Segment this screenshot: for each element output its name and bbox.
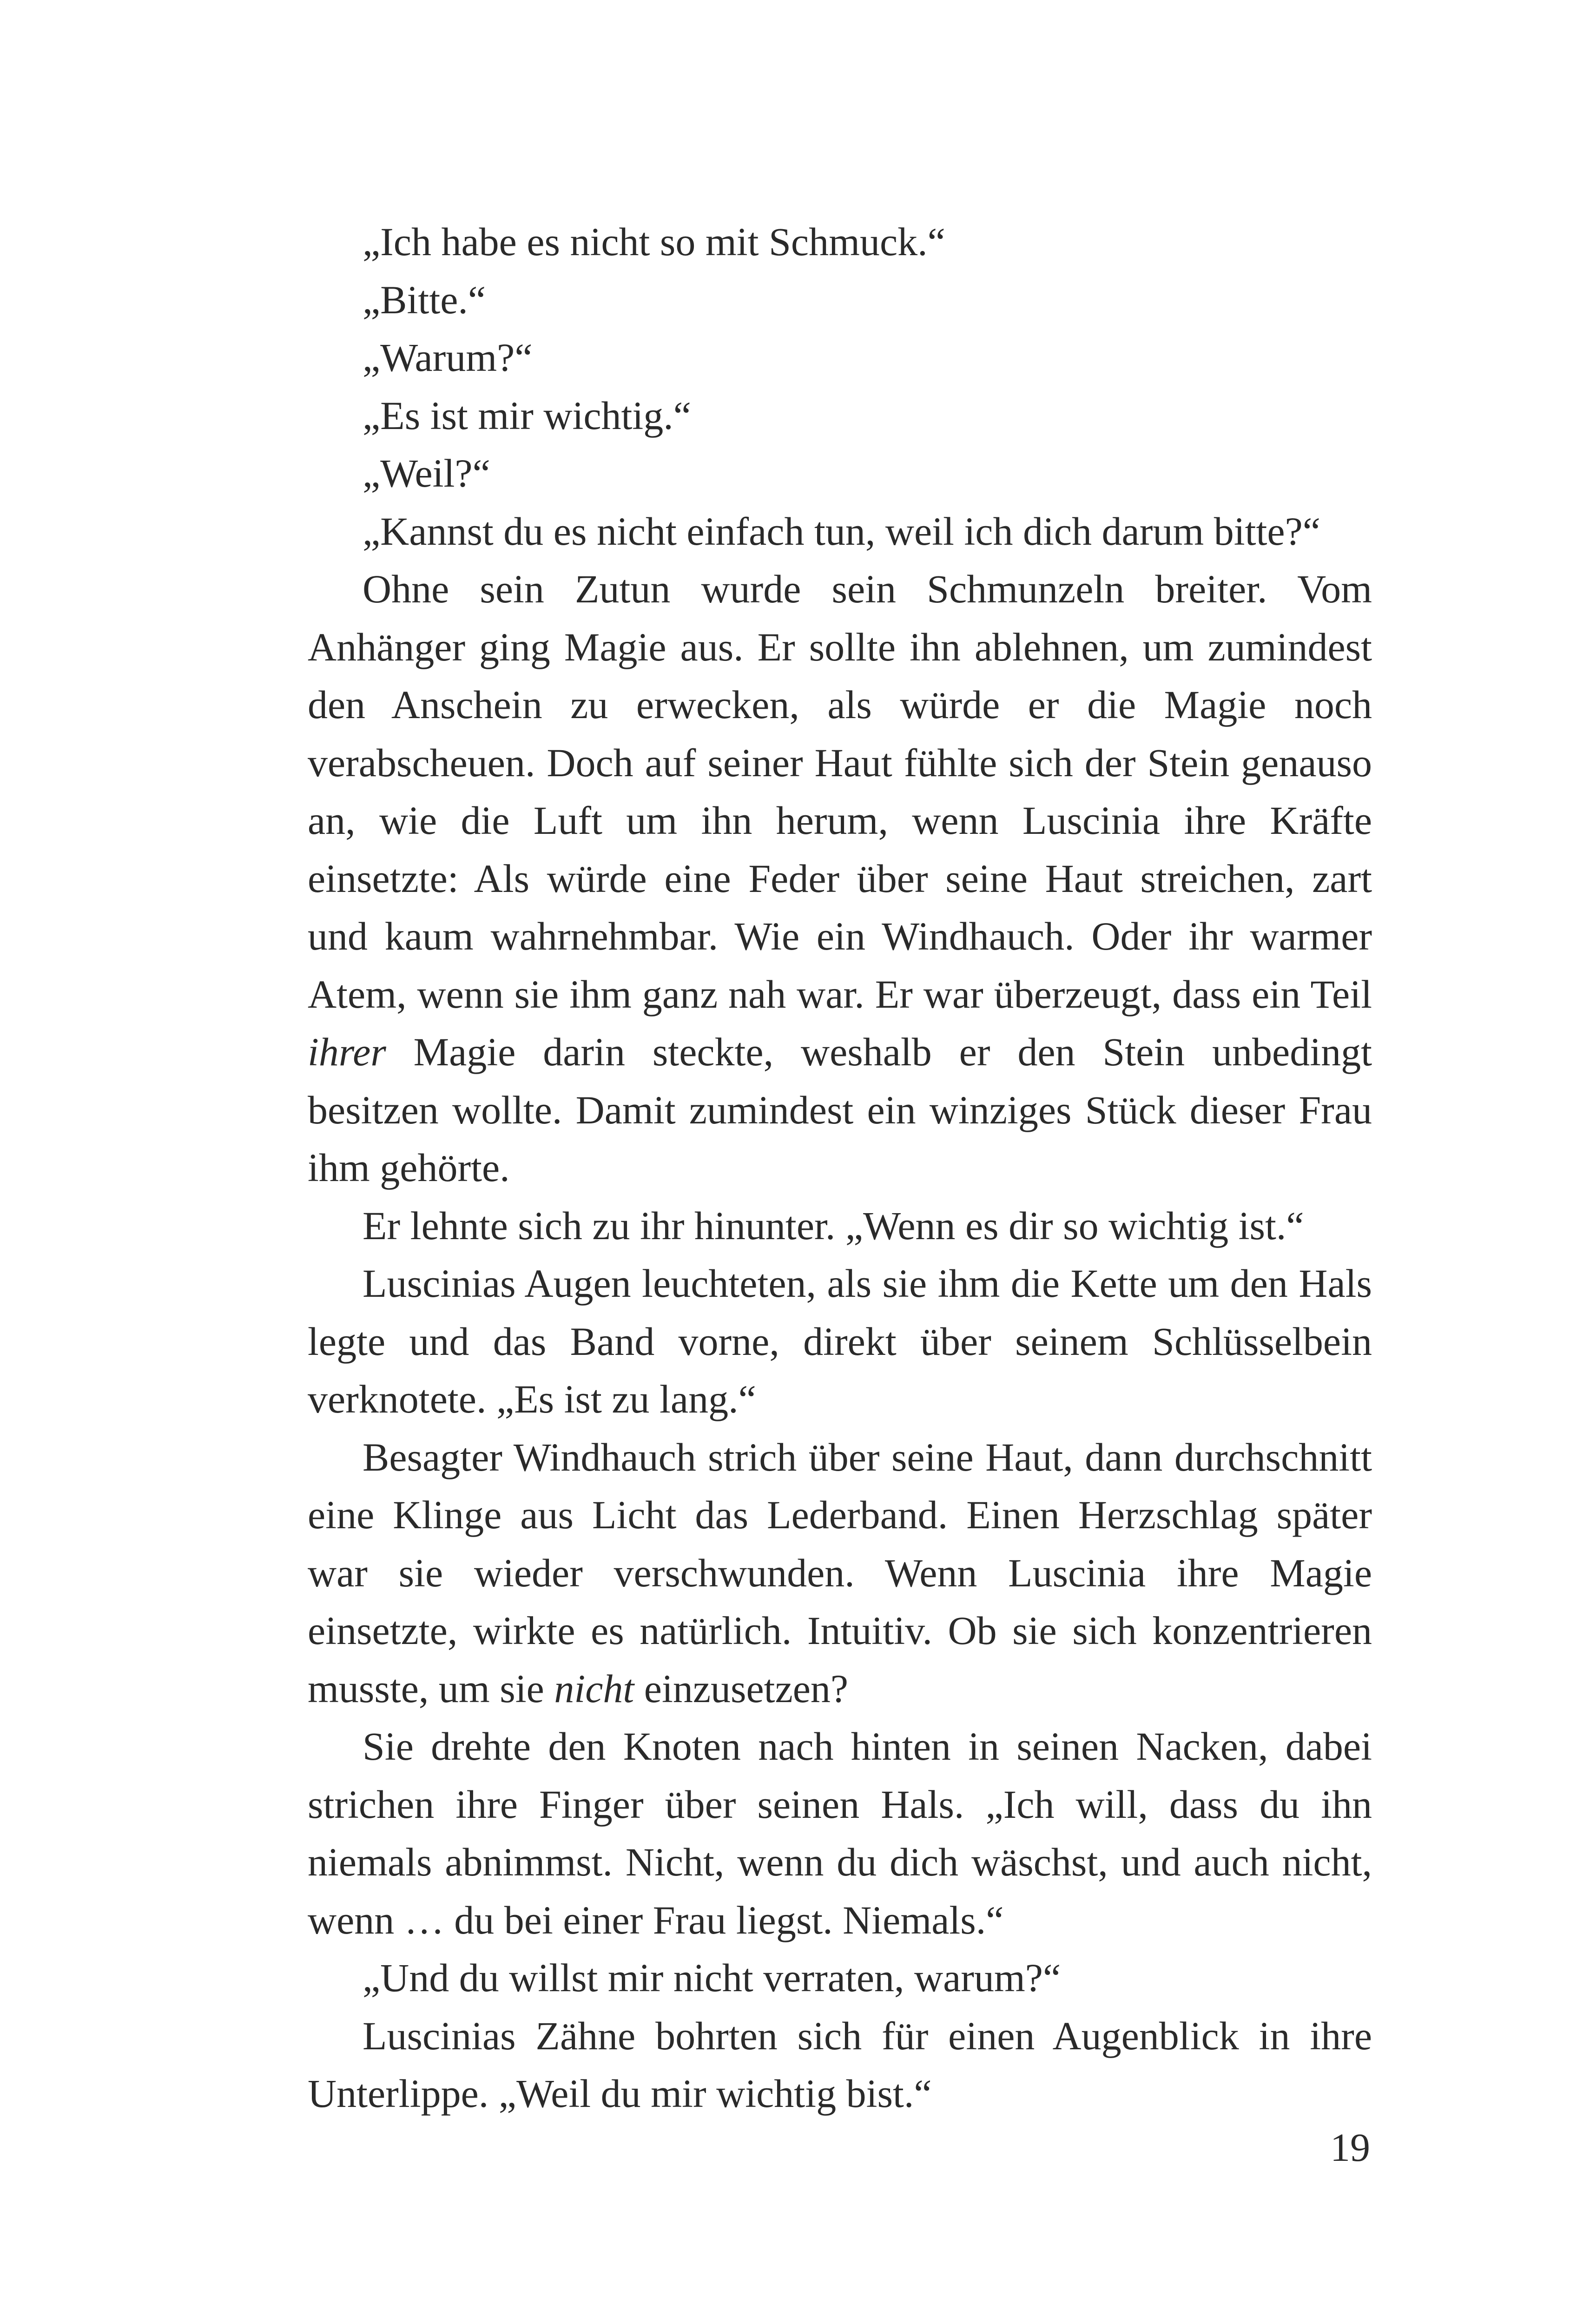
paragraph: „Und du willst mir nicht verraten, warum?“ [363, 1955, 1061, 2000]
emphasis: nicht [554, 1666, 634, 1711]
paragraph: „Warum?“ [363, 335, 533, 380]
paragraph: Er lehnte sich zu ihr hinunter. „Wenn es dir so wichtig ist.“ [363, 1203, 1304, 1248]
paragraph: Sie drehte den Knoten nach hinten in seinen Nacken, dabei strichen ihre Finger über seinen Hals. „Ich will, dass du ihn niemals abnimmst. Nicht, wenn du dich wäschst, und auch nicht, wenn … du bei einer Frau liegst. Niemals.“ [308, 1724, 1372, 1942]
paragraph: Luscinias Augen leuchteten, als sie ihm die Kette um den Hals legte und das Band vorne, direkt über seinem Schlüsselbein verknotete. „Es ist zu lang.“ [308, 1261, 1372, 1421]
paragraph: „Bitte.“ [363, 277, 486, 322]
emphasis: ihrer [308, 1030, 386, 1074]
paragraph: „Weil?“ [363, 451, 490, 495]
page-number: 19 [1330, 2125, 1370, 2170]
body-text [308, 213, 1372, 2123]
paragraph: Besagter Windhauch strich über seine Haut, dann durchschnitt eine Klinge aus Licht das Lederband. Einen Herzschlag später war sie wieder verschwunden. Wenn Luscinia ihre Magie einsetzte, wirkte es natürlich. Intuitiv. Ob sie sich konzentrieren musste, um sie nicht einzusetzen? [308, 1434, 1372, 1711]
paragraph: Luscinias Zähne bohrten sich für einen Augenblick in ihre Unterlippe. „Weil du mir wichtig bist.“ [308, 2013, 1372, 2116]
paragraph: „Ich habe es nicht so mit Schmuck.“ [363, 219, 945, 264]
paragraph: „Kannst du es nicht einfach tun, weil ich dich darum bitte?“ [363, 508, 1320, 554]
paragraph: Ohne sein Zutun wurde sein Schmunzeln breiter. Vom Anhänger ging Magie aus. Er sollte ihn ablehnen, um zumindest den Anschein zu erwecken, als würde er die Magie noch verabscheuen. Doch auf seiner Haut fühlte sich der Stein genauso an, wie die Luft um ihn herum, wenn Luscinia ihre Kräfte einsetzte: Als würde eine Feder über seine Haut streichen, zart und kaum wahrnehmbar. Wie ein Windhauch. Oder ihr warmer Atem, wenn sie ihm ganz nah war. Er war überzeugt, dass ein Teil ihrer Magie darin steckte, weshalb er den Stein unbedingt besitzen wollte. Damit zumindest ein winziges Stück dieser Frau ihm gehörte. [308, 567, 1372, 1190]
paragraph: „Es ist mir wichtig.“ [363, 393, 691, 438]
